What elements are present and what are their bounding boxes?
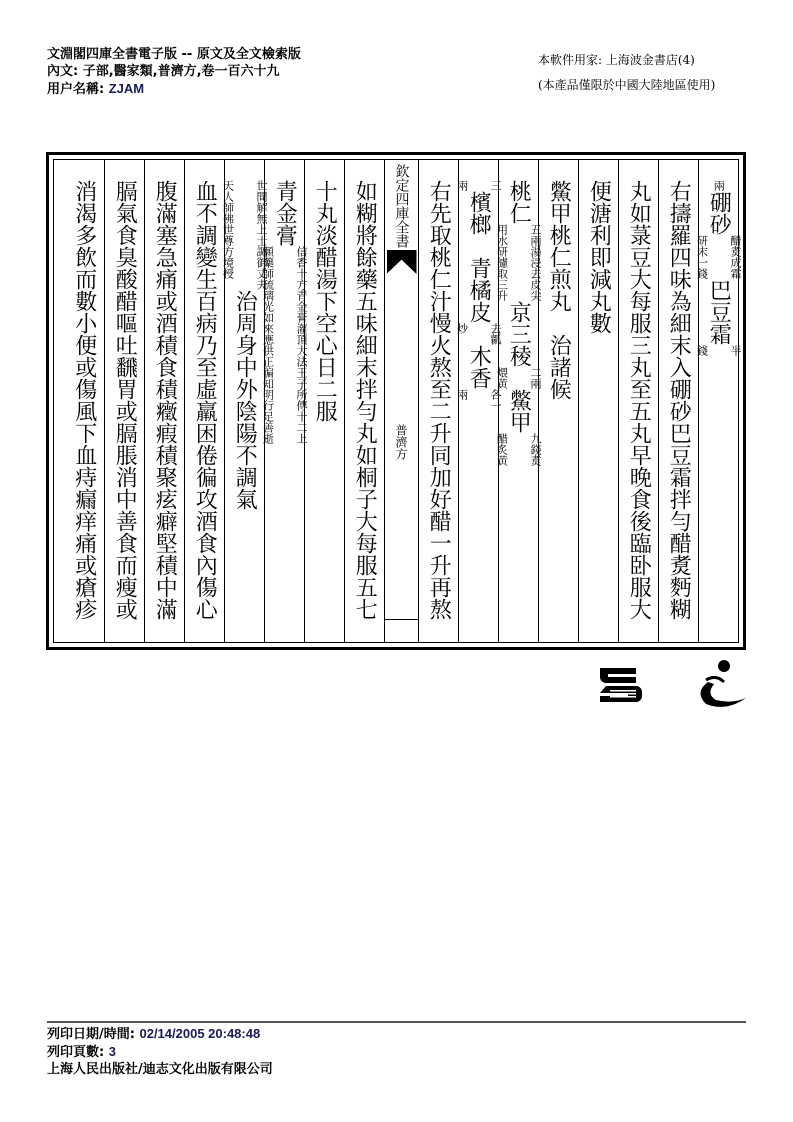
main-text: 木香 bbox=[466, 345, 492, 389]
main-text: 巴豆霜 bbox=[706, 279, 732, 345]
main-text: 右擣羅四味為細末入硼砂巴豆霜拌勻醋煑麪糊 bbox=[666, 180, 692, 620]
fold-divider bbox=[385, 619, 418, 620]
annotation-line: 錢 bbox=[695, 345, 709, 356]
annotation-line: 煨黄 bbox=[495, 367, 509, 389]
text-column bbox=[184, 160, 224, 642]
annotation-line: 世間解無上士調御丈夫 bbox=[255, 180, 268, 290]
annotation-line: 願藥師琉璃光如來應供正徧知明行足善逝 bbox=[261, 246, 275, 444]
license-info bbox=[538, 48, 715, 98]
annotation-line: 醋煑成霜 bbox=[729, 235, 742, 279]
footer-divider bbox=[47, 1021, 746, 1023]
main-text: 血不調變生百病乃至虛羸困倦徧攻酒食內傷心 bbox=[192, 180, 218, 620]
main-text: 十丸淡醋湯下空心日二服 bbox=[312, 180, 338, 422]
annotation-line: 二兩 bbox=[529, 367, 542, 389]
text-columns bbox=[53, 159, 742, 643]
publisher-logo-icon bbox=[596, 660, 756, 710]
main-text: 右先取桃仁汁慢火熬至二升同加好醋一升再熬 bbox=[426, 180, 452, 620]
main-text: 消渴多飲而數小便或傷風下血痔瘺痒痛或瘡疹 bbox=[71, 180, 97, 620]
fishtail-mark-icon bbox=[387, 250, 417, 274]
text-column bbox=[658, 160, 698, 642]
annotation-note bbox=[705, 180, 733, 191]
main-text: 硼砂 bbox=[706, 191, 732, 235]
annotation-line: 天人師佛世尊方境授 bbox=[221, 180, 235, 279]
main-text: 腹滿塞急痛或酒積食積癥瘕積聚痃癖堅積中滿 bbox=[152, 180, 178, 620]
content-path: 內文: 子部,醫家類,普濟方,卷一百六十九 bbox=[47, 64, 280, 79]
fold-book-title: 普濟方 bbox=[394, 424, 408, 460]
header-info bbox=[47, 46, 301, 98]
annotation-line: 信香十方青金膏灌頂大法王子所傳十二上 bbox=[295, 246, 308, 444]
print-datetime: 列印日期/時間: 02/14/2005 20:48:48 bbox=[47, 1026, 261, 1042]
text-column bbox=[418, 160, 458, 642]
center-fold bbox=[384, 160, 418, 642]
main-text: 鱉甲桃仁煎丸 治諸候 bbox=[546, 180, 572, 400]
main-text: 治周身中外陰陽不調氣 bbox=[232, 290, 258, 510]
main-text: 京三稜 bbox=[506, 301, 532, 367]
main-text: 青金膏 bbox=[272, 180, 298, 246]
main-text: 膈氣食臭酸醋嘔吐飜胃或膈脹消中善食而瘦或 bbox=[112, 180, 138, 620]
text-column bbox=[104, 160, 144, 642]
annotation-line: 九錢煑 bbox=[529, 433, 542, 466]
annotation-line: 半 bbox=[729, 345, 742, 356]
main-text: 丸如菉豆大每服三丸至五丸早晚食後臨卧服大 bbox=[626, 180, 652, 620]
text-column bbox=[344, 160, 384, 642]
annotation-line: 醋炙黄 bbox=[495, 433, 509, 466]
annotation-line: 兩 bbox=[712, 180, 726, 191]
text-column bbox=[144, 160, 184, 642]
page-frame bbox=[46, 152, 746, 650]
annotation-line: 研末一錢 bbox=[695, 235, 709, 279]
annotation-line: 炒 bbox=[455, 323, 469, 334]
text-column bbox=[64, 160, 104, 642]
main-text: 桃仁 bbox=[506, 180, 532, 224]
text-column bbox=[578, 160, 618, 642]
header-title: 文淵閣四庫全書電子版 -- 原文及全文檢索版 bbox=[47, 47, 301, 62]
text-column bbox=[695, 160, 742, 642]
print-pages: 列印頁數: 3 bbox=[47, 1044, 116, 1060]
user-name: 用户名稱: ZJAM bbox=[47, 81, 145, 97]
annotation-line: 去瓤 bbox=[489, 323, 502, 345]
annotation-line: 各一 bbox=[489, 389, 502, 411]
main-text: 鱉甲 bbox=[506, 389, 532, 433]
publisher: 上海人民出版社/迪志文化出版有限公司 bbox=[47, 1062, 273, 1077]
annotation-line: 五兩湯浸去皮尖 bbox=[529, 224, 542, 301]
annotation-line: 兩 bbox=[455, 180, 469, 191]
restriction-note: (本產品僅限於中國大陸地區使用) bbox=[538, 78, 716, 92]
annotation-line: 三 bbox=[489, 180, 502, 191]
text-column bbox=[618, 160, 658, 642]
fold-title: 欽定四庫全書 bbox=[393, 164, 410, 248]
main-text: 檳榔 青橘皮 bbox=[466, 191, 492, 323]
annotation-line: 兩 bbox=[455, 389, 469, 400]
annotation-line: 用水研濾取三升 bbox=[495, 224, 509, 301]
licensee: 本軟件用家: 上海波金書店(4) bbox=[538, 53, 695, 67]
footer-info bbox=[47, 1025, 273, 1078]
main-text: 如糊將餘藥五味細末拌勻丸如桐子大每服五七 bbox=[352, 180, 378, 620]
main-text: 便溏利即減丸數 bbox=[586, 180, 612, 334]
